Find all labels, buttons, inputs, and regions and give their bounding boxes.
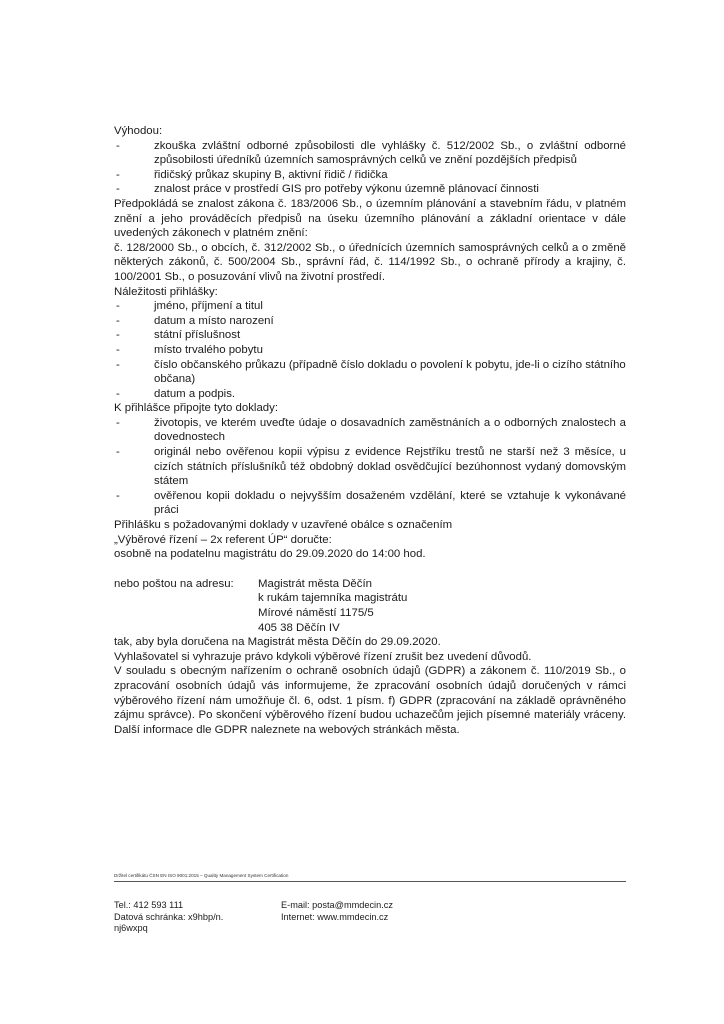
postal-deadline: tak, aby byla doručena na Magistrát města Děčín do 29.09.2020. [114,636,441,649]
list-item: - životopis, ve kterém uveďte údaje o dosavadních zaměstnáních a o odborných znalostech a dovednostech [114,416,626,445]
requirements-list [114,299,626,401]
list-item: - ověřenou kopii dokladu o nejvyšším dosaženém vzdělání, které se vztahuje k vykonávané práci [114,489,626,518]
address-line: k rukám tajemníka magistrátu [258,592,408,605]
documents-list [114,416,626,518]
list-item: - datum a místo narození [114,314,626,329]
law-paragraph: Předpokládá se znalost zákona č. 183/2006 Sb., o územním plánování a stavebním řádu, v platném znění a jeho prováděcích předpisů na úseku územního plánování a základní orientace v dále uvedených zákonech v platném znění: [114,197,626,240]
reservation-note: Vyhlašovatel si vyhrazuje právo kdykoli výběrové řízení zrušit bez uvedení důvodů. [114,650,532,663]
document-body [114,124,626,737]
list-item: - místo trvalého pobytu [114,343,626,358]
data-box-id-continued: nj6wxpq [114,923,148,934]
footer-contact-right [281,900,481,923]
list-item: - zkouška zvláštní odborné způsobilosti dle vyhlášky č. 512/2002 Sb., o zvláštní odborné způsobilosti úředníků územních samosprávných celků ve znění pozdějších předpisů [114,139,626,168]
submission-line: Přihlášku s požadovanými doklady v uzavřené obálce s označením [114,519,453,532]
list-item: - číslo občanského průkazu (případně číslo dokladu o povolení k pobytu, jde-li o cizího státního občana) [114,358,626,387]
requirements-heading: Náležitosti přihlášky: [114,285,218,298]
address-line: Magistrát města Děčín [258,577,372,590]
advantage-heading: Výhodou: [114,125,163,137]
data-box-id: Datová schránka: x9hbp/n. [114,911,224,922]
documents-heading: K přihlášce připojte tyto doklady: [114,402,278,415]
email-address: E-mail: posta@mmdecin.cz [281,900,393,910]
postal-address [258,577,626,635]
list-item: - státní příslušnost [114,328,626,343]
list-item: - řidičský průkaz skupiny B, aktivní řidič / řidička [114,168,626,183]
list-item: - znalost práce v prostředí GIS pro potřeby výkonu územně plánovací činnosti [114,182,626,197]
law-list-paragraph: č. 128/2000 Sb., o obcích, č. 312/2002 Sb., o úřednících územních samosprávných celků a o změně některých zákonů, č. 500/2004 Sb., správní řád, č. 114/1992 Sb., o ochraně přírody a krajiny, č. 100/2001 Sb., o posuzování vlivů na životní prostředí. [114,241,626,283]
gdpr-paragraph: V souladu s obecným nařízením o ochraně osobních údajů (GDPR) a zákonem č. 110/2019 Sb., o zpracování osobních údajů vás informujeme, že zpracování osobních údajů doručených v rámci výběrového řízení nám umožňuje čl. 6, odst. 1 písm. f) GDPR (zpracování na základě oprávněného zájmu správce). Po skončení výběrového řízení budou uchazečům jejich písemné materiály vráceny. Další informace dle GDPR naleznete na webových stránkách města. [114,665,626,736]
list-item: - originál nebo ověřenou kopii výpisu z evidence Rejstříku trestů ne starší než 3 měsíce, u cizích státních příslušníků též obdobný doklad osvědčující bezúhonnost vydaný domovským státem [114,445,626,489]
footer-divider [114,881,626,882]
postal-address-lead: nebo poštou na adresu: [114,577,234,590]
phone-number: Tel.: 412 593 111 [114,900,184,910]
advantage-list [114,139,626,197]
submission-deadline: osobně na podatelnu magistrátu do 29.09.2020 do 14:00 hod. [114,548,426,561]
list-item: - datum a podpis. [114,387,626,402]
postal-address-block [114,577,626,635]
footer-contact-left [114,900,264,935]
certification-note: Držitel certifikátu ČSN EN ISO 9001:2015 – Quality Management System Certification [114,873,289,878]
submission-line: „Výběrové řízení – 2x referent ÚP“ doručte: [114,533,332,546]
address-line: Mírové náměstí 1175/5 [258,607,374,619]
website-address: Internet: www.mmdecin.cz [281,911,389,922]
list-item: - jméno, příjmení a titul [114,299,626,314]
address-line: 405 38 Děčín IV [258,621,340,634]
